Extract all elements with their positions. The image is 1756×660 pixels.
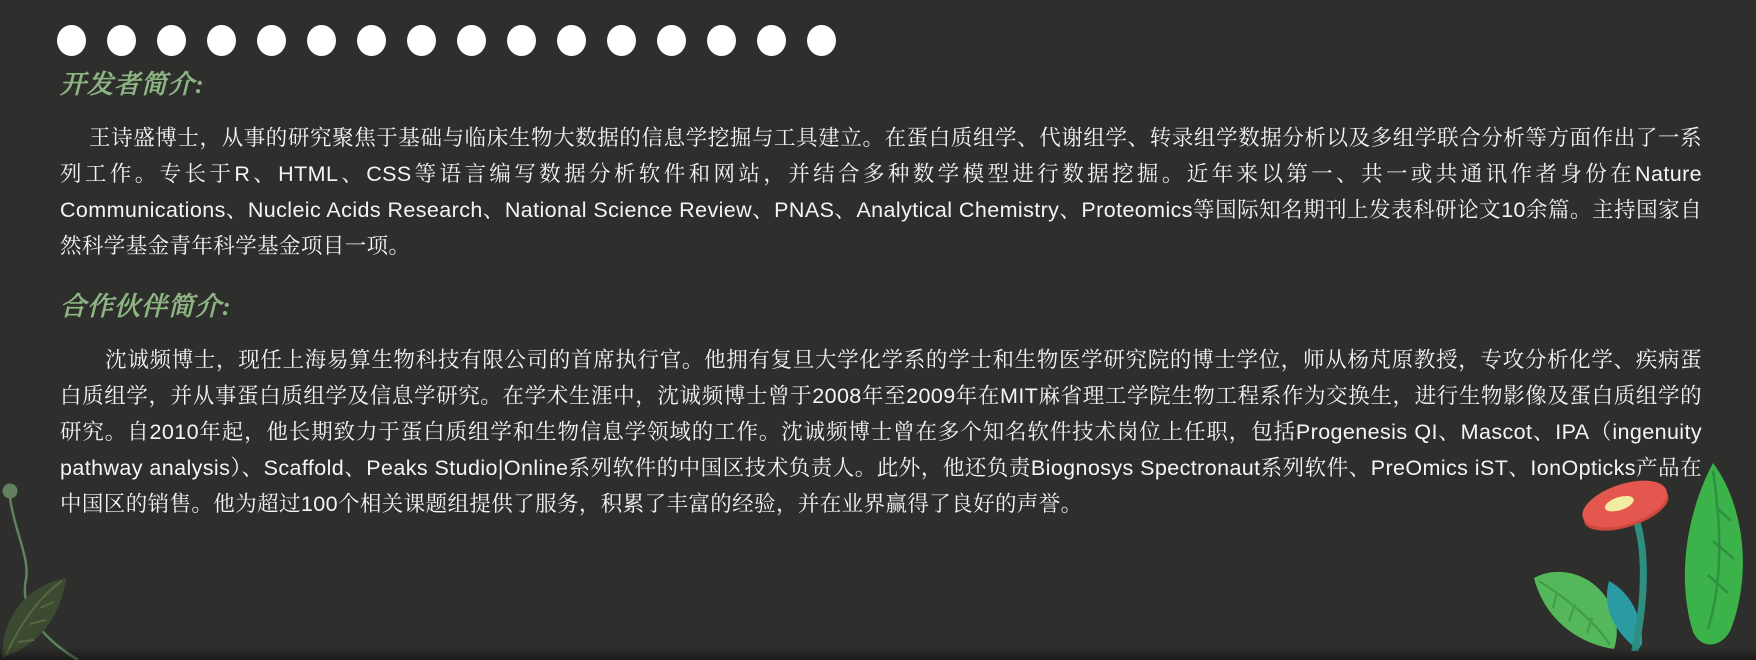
vine-sprout-illustration (0, 474, 112, 660)
slide-content (60, 68, 1702, 548)
binder-hole (357, 25, 386, 56)
vine-bud (3, 484, 18, 499)
partner-intro-paragraph: 沈诚频博士，现任上海易算生物科技有限公司的首席执行官。他拥有复旦大学化学系的学士和生物医学研究院的博士学位，师从杨芃原教授，专攻分析化学、疾病蛋白质组学，并从事蛋白质组学及信息学研究。在学术生涯中，沈诚频博士曾于2008年至2009年在MIT麻省理工学院生物工程系作为交换生，进行生物影像及蛋白质组学的研究。自2010年起，他长期致力于蛋白质组学和生物信息学领域的工作。沈诚频博士曾在多个知名软件技术岗位上任职，包括Progenesis QI、Mascot、IPA（ingenuity pathway analysis）、Scaffold、Peaks Studio|Online系列软件的中国区技术负责人。此外，他还负责Biognosys Spectronaut系列软件、PreOmics iST、IonOpticks产品在中国区的销售。他为超过100个相关课题组提供了服务，积累了丰富的经验，并在业界赢得了良好的声誉。 (60, 348, 1702, 516)
binder-hole (707, 25, 736, 56)
binder-holes (57, 25, 836, 56)
flower-head (1577, 471, 1674, 539)
binder-hole (657, 25, 686, 56)
partner-intro-heading: 合作伙伴简介: (60, 292, 232, 321)
binder-hole (257, 25, 286, 56)
binder-hole (207, 25, 236, 56)
binder-hole (57, 25, 86, 56)
developer-intro-paragraph: 王诗盛博士，从事的研究聚焦于基础与临床生物大数据的信息学挖掘与工具建立。在蛋白质组学、代谢组学、转录组学数据分析以及多组学联合分析等方面作出了一系列工作。专长于R、HTML、CSS等语言编写数据分析软件和网站，并结合多种数学模型进行数据挖掘。近年来以第一、共一或共通讯作者身份在Nature Communications、Nucleic Acids Research、National Science Review、PNAS、Analytical Chemistry、Proteomics等国际知名期刊上发表科研论文10余篇。主持国家自然科学基金青年科学基金项目一项。 (60, 126, 1702, 258)
binder-hole (807, 25, 836, 56)
developer-intro-heading: 开发者简介: (60, 70, 205, 99)
flower-plant-illustration (1517, 461, 1752, 651)
binder-hole (107, 25, 136, 56)
binder-hole (757, 25, 786, 56)
binder-hole (157, 25, 186, 56)
binder-hole (457, 25, 486, 56)
binder-hole (607, 25, 636, 56)
binder-hole (507, 25, 536, 56)
binder-hole (307, 25, 336, 56)
binder-hole (407, 25, 436, 56)
flower-right-leaf (1685, 463, 1743, 644)
binder-hole (557, 25, 586, 56)
